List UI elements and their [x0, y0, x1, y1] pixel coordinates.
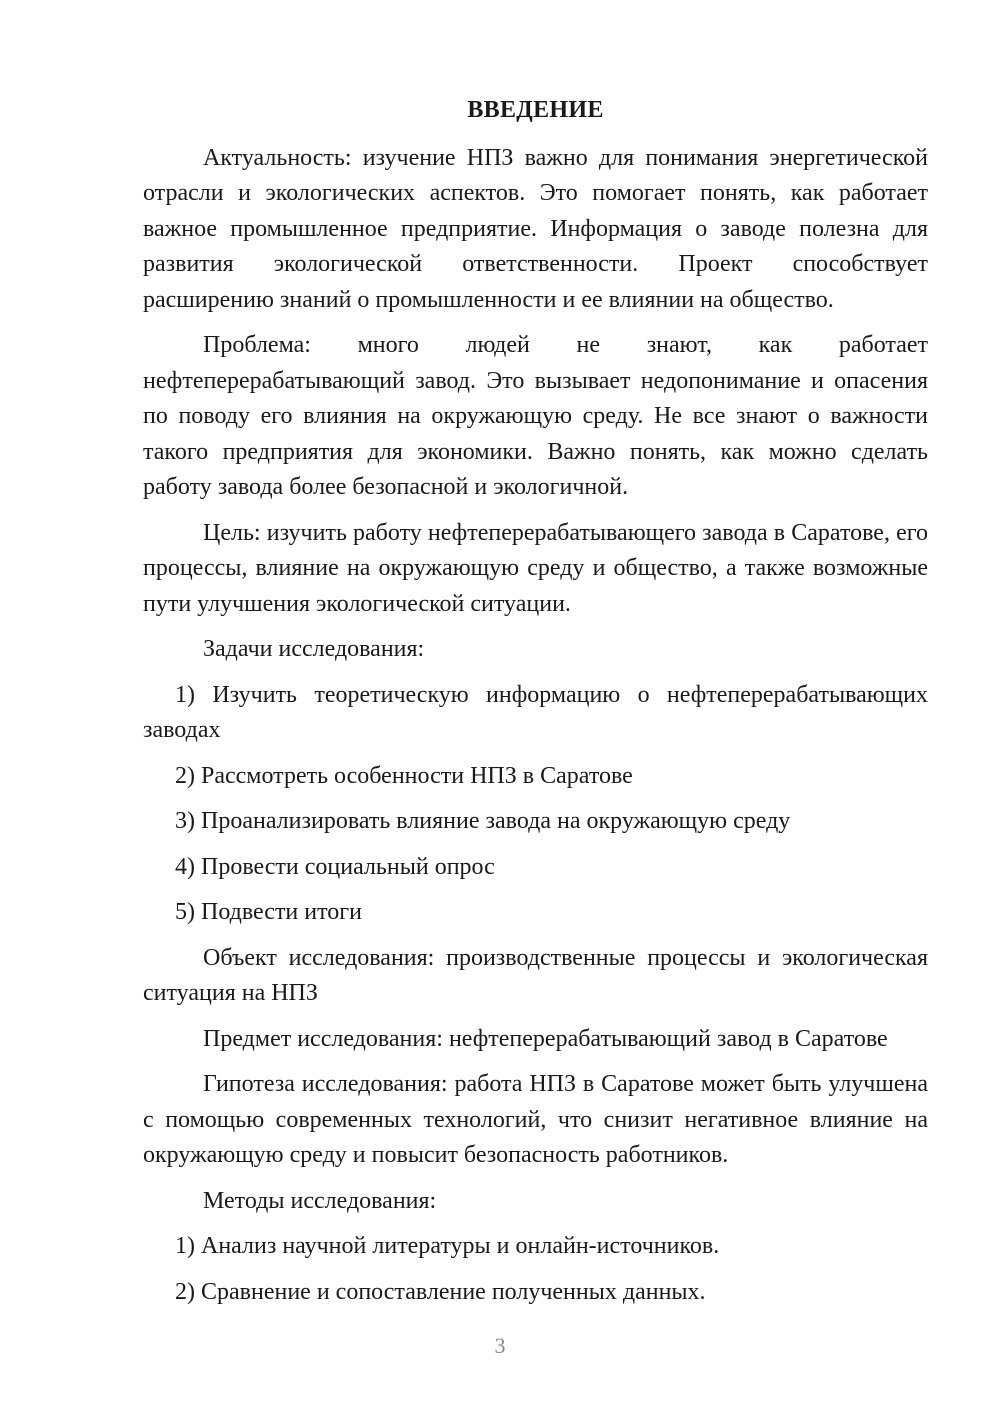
method-item: 2) Сравнение и сопоставление полученных данных. — [175, 1278, 706, 1305]
hypothesis-paragraph: Гипотеза исследования: работа НПЗ в Саратове может быть улучшена с помощью современных технологий, что снизит негативное влияние на окружающую среду и повысит безопасность работников. — [143, 1071, 928, 1168]
subject-paragraph: Предмет исследования: нефтеперерабатывающий завод в Саратове — [203, 1025, 888, 1052]
task-item: 2) Рассмотреть особенности НПЗ в Саратове — [175, 762, 633, 789]
relevance-paragraph: Актуальность: изучение НПЗ важно для понимания энергетической отрасли и экологических аспектов. Это помогает понять, как работает важное промышленное предприятие. Информация о заводе полезна для развития экологической ответственности. Проект способствует расширению знаний о промышленности и ее влиянии на общество. — [143, 144, 928, 313]
method-item: 1) Анализ научной литературы и онлайн-источников. — [175, 1233, 720, 1259]
page-content — [143, 93, 928, 1320]
object-paragraph: Объект исследования: производственные процессы и экологическая ситуация на НПЗ — [143, 944, 928, 1006]
task-item: 3) Проанализировать влияние завода на окружающую среду — [175, 808, 791, 834]
goal-paragraph: Цель: изучить работу нефтеперерабатывающего завода в Саратове, его процессы, влияние на окружающую среду и общество, а также возможные пути улучшения экологической ситуации. — [143, 519, 928, 617]
task-item: 4) Провести социальный опрос — [175, 853, 495, 880]
task-item: 5) Подвести итоги — [175, 899, 362, 925]
problem-paragraph: Проблема: много людей не знают, как работает нефтеперерабатывающий завод. Это вызывает недопонимание и опасения по поводу его влияния на окружающую среду. Не все знают о важности такого предприятия для экономики. Важно понять, как можно сделать работу завода более безопасной и экологичной. — [143, 332, 928, 500]
page-number: 3 — [494, 1333, 506, 1358]
task-item: 1) Изучить теоретическую информацию о нефтеперерабатывающих заводах — [143, 681, 928, 743]
tasks-label: Задачи исследования: — [203, 636, 425, 662]
methods-label: Методы исследования: — [203, 1187, 437, 1214]
section-heading: ВВЕДЕНИЕ — [467, 97, 604, 123]
